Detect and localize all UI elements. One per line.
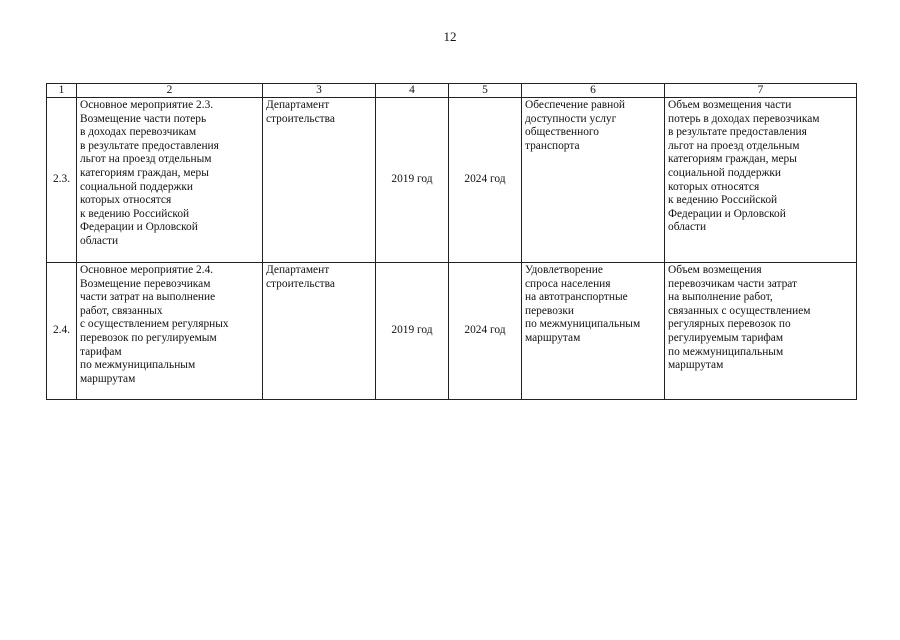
cell-line: тарифам (80, 345, 122, 358)
executor-cell (263, 263, 376, 400)
cell-line: Департамент (266, 99, 330, 111)
header-cell-6: 6 (522, 84, 665, 98)
cell-line: транспорта (525, 139, 580, 152)
cell-line: с осуществлением регулярных (80, 318, 229, 331)
cell-line: работ, связанных (80, 304, 163, 317)
header-cell-3: 3 (263, 84, 376, 98)
header-cell-2: 2 (77, 84, 263, 98)
cell-line: связанных с осуществлением (668, 304, 811, 317)
cell-line: области (80, 234, 119, 247)
cell-line: строительства (266, 112, 335, 125)
executor-cell (263, 98, 376, 263)
cell-line: в доходах перевозчикам (80, 126, 197, 139)
cell-line: в результате предоставления (668, 126, 807, 139)
cell-line: к ведению Российской (668, 194, 778, 207)
cell-line: Департамент (266, 264, 330, 276)
cell-line: которых относятся (668, 180, 760, 193)
cell-line: категориям граждан, меры (80, 166, 209, 179)
cell-line: Федерации и Орловской (668, 207, 786, 220)
cell-line: социальной поддержки (668, 166, 782, 179)
cell-line: области (668, 221, 707, 234)
cell-line: спроса населения (525, 277, 611, 290)
cell-line: строительства (266, 277, 335, 290)
cell-line: Федерации и Орловской (80, 221, 198, 234)
cell-line: Обеспечение равной (525, 99, 626, 111)
cell-line: по межмуниципальным (525, 318, 641, 331)
cell-line: части затрат на выполнение (80, 291, 216, 304)
header-cell-7: 7 (665, 84, 857, 98)
cell-line: перевозки (525, 304, 575, 317)
cell-line: на автотранспортные (525, 291, 628, 304)
cell-line: на выполнение работ, (668, 291, 773, 304)
end-year-cell: 2024 год (449, 98, 522, 263)
cell-line: общественного (525, 126, 599, 139)
cell-line: по межмуниципальным (80, 359, 196, 372)
page-number: 12 (443, 29, 457, 44)
indicator-cell (665, 263, 857, 400)
cell-line: перевозчикам части затрат (668, 277, 798, 290)
cell-line: которых относятся (80, 194, 172, 207)
header-cell-5: 5 (449, 84, 522, 98)
event-cell (77, 98, 263, 263)
result-cell (522, 98, 665, 263)
indicator-cell (665, 98, 857, 263)
cell-line: в результате предоставления (80, 139, 219, 152)
cell-line: Основное мероприятие 2.3. (80, 99, 214, 111)
cell-line: Возмещение перевозчикам (80, 277, 211, 290)
start-year-cell: 2019 год (376, 98, 449, 263)
cell-line: перевозок по регулируемым (80, 331, 217, 344)
row-number: 2.4. (47, 263, 77, 400)
cell-line: льгот на проезд отдельным (668, 139, 800, 152)
program-table (46, 83, 857, 400)
cell-line: по межмуниципальным (668, 345, 784, 358)
cell-line: льгот на проезд отдельным (80, 153, 212, 166)
cell-line: маршрутам (80, 372, 136, 385)
cell-line: доступности услуг (525, 112, 617, 125)
end-year-cell: 2024 год (449, 263, 522, 400)
table-row (47, 263, 857, 400)
header-row (47, 84, 857, 98)
cell-line: маршрутам (668, 359, 724, 372)
cell-line: Возмещение части потерь (80, 112, 207, 125)
row-number: 2.3. (47, 98, 77, 263)
start-year-cell: 2019 год (376, 263, 449, 400)
cell-line: Объем возмещения (668, 264, 762, 276)
cell-line: Основное мероприятие 2.4. (80, 264, 214, 276)
cell-line: потерь в доходах перевозчикам (668, 112, 820, 125)
table-row (47, 98, 857, 263)
cell-line: социальной поддержки (80, 180, 194, 193)
cell-line: Удовлетворение (525, 264, 603, 276)
cell-line: маршрутам (525, 331, 581, 344)
cell-line: категориям граждан, меры (668, 153, 797, 166)
cell-line: регулируемым тарифам (668, 331, 784, 344)
result-cell (522, 263, 665, 400)
header-cell-4: 4 (376, 84, 449, 98)
header-cell-1: 1 (47, 84, 77, 98)
event-cell (77, 263, 263, 400)
cell-line: регулярных перевозок по (668, 318, 791, 331)
cell-line: к ведению Российской (80, 207, 190, 220)
cell-line: Объем возмещения части (668, 99, 792, 111)
